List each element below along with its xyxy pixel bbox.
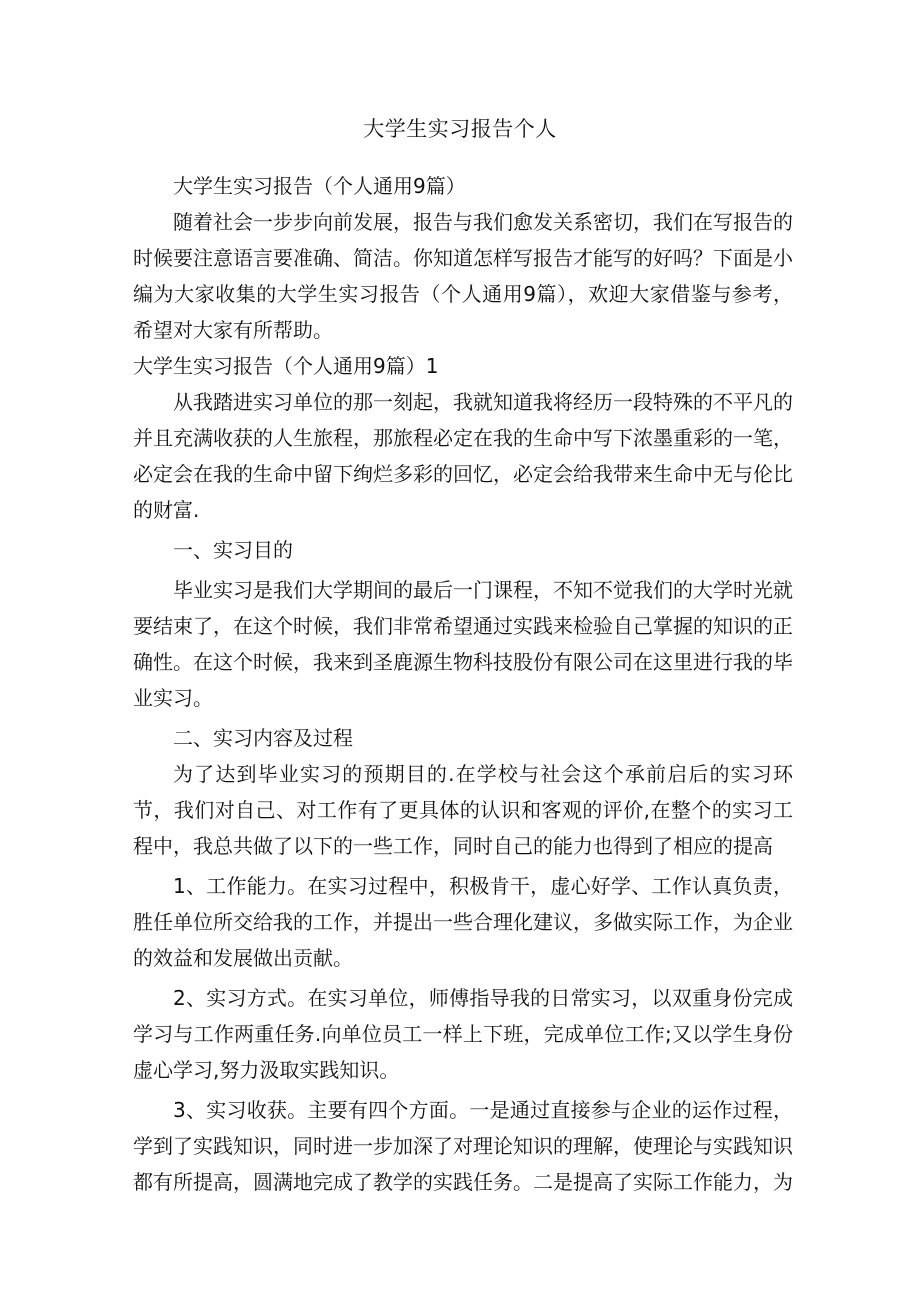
document-body xyxy=(133,168,793,1200)
section-heading: 大学生实习报告（个人通用9篇）1 xyxy=(133,354,439,378)
section-heading-purpose: 一、实习目的 xyxy=(173,538,293,562)
intro-paragraph: 随着社会一步步向前发展，报告与我们愈发关系密切，我们在写报告的时候要注意语言要准确、简洁。你知道怎样写报告才能写的好吗？下面是小编为大家收集的大学生实习报告（个人通用9篇），欢迎大家借鉴与参考，希望对大家有所帮助。 xyxy=(133,210,793,342)
list-item-work-ability: 1、工作能力。在实习过程中，积极肯干，虚心好学、工作认真负责，胜任单位所交给我的工作，并提出一些合理化建议，多做实际工作，为企业的效益和发展做出贡献。 xyxy=(133,874,793,970)
body-paragraph: 毕业实习是我们大学期间的最后一门课程，不知不觉我们的大学时光就要结束了，在这个时候，我们非常希望通过实践来检验自己掌握的知识的正确性。在这个时候，我来到圣鹿源生物科技股份有限公司在这里进行我的毕业实习。 xyxy=(133,578,793,710)
list-item-internship-mode: 2、实习方式。在实习单位，师傅指导我的日常实习，以双重身份完成学习与工作两重任务.向单位员工一样上下班，完成单位工作;又以学生身份虚心学习,努力汲取实践知识。 xyxy=(133,986,793,1082)
body-paragraph: 从我踏进实习单位的那一刻起，我就知道我将经历一段特殊的不平凡的并且充满收获的人生旅程，那旅程必定在我的生命中写下浓墨重彩的一笔，必定会在我的生命中留下绚烂多彩的回忆，必定会给我带来生命中无与伦比的财富. xyxy=(133,390,793,522)
list-item-internship-gains: 3、实习收获。主要有四个方面。一是通过直接参与企业的运作过程，学到了实践知识，同时进一步加深了对理论知识的理解，使理论与实践知识都有所提高，圆满地完成了教学的实践任务。二是提高了实际工作能力，为 xyxy=(133,1098,793,1194)
section-heading-process: 二、实习内容及过程 xyxy=(173,726,353,750)
body-paragraph: 为了达到毕业实习的预期目的.在学校与社会这个承前启后的实习环节，我们对自己、对工作有了更具体的认识和客观的评价,在整个的实习工程中，我总共做了以下的一些工作，同时自己的能力也得到了相应的提高 xyxy=(133,762,793,858)
document-title: 大学生实习报告个人 xyxy=(363,117,557,141)
subtitle-paragraph: 大学生实习报告（个人通用9篇） xyxy=(173,174,466,198)
